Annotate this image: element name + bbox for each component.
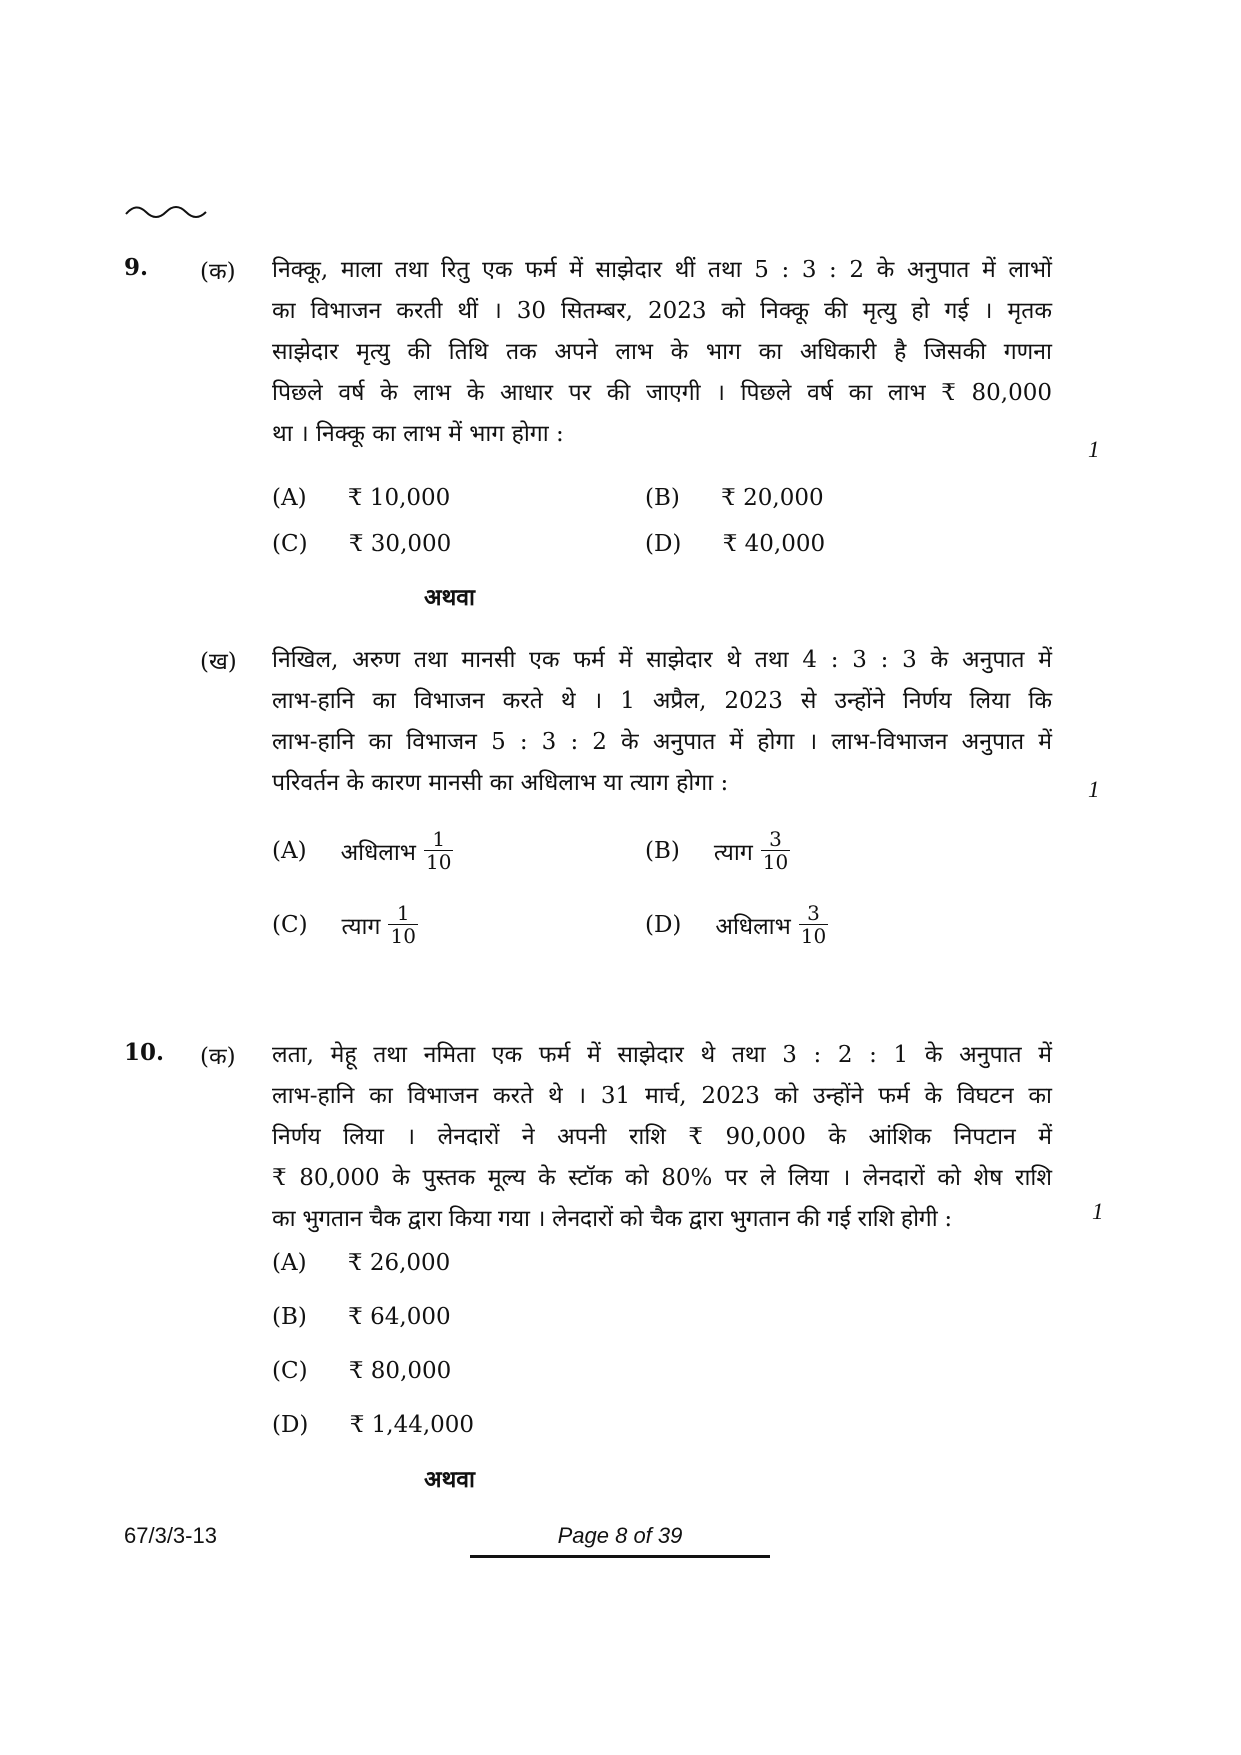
question-9-ka-label: (क) [200,259,236,285]
question-10-ka-text [272,1035,1052,1240]
text-line: निखिल, अरुण तथा मानसी एक फर्म में साझेदार थे तथा 4 : 3 : 3 के अनुपात में [272,647,1052,673]
text-line: परिवर्तन के कारण मानसी का अधिलाभ या त्याग होगा : [272,770,729,796]
option-label: (B) [645,837,680,864]
option-text: त्याग [713,839,753,866]
option-b[interactable] [645,485,824,511]
paper-code: 67/3/3-13 [124,1523,217,1548]
option-text: त्याग [341,913,381,940]
question-9-number: 9. [124,254,149,281]
option-text: ₹ 80,000 [348,1358,452,1384]
option-label: (C) [272,531,308,557]
option-a[interactable] [272,485,450,511]
option-label: (D) [645,531,682,557]
option-text: अधिलाभ [340,839,416,866]
text-line: निक्कू, माला तथा रितु एक फर्म में साझेदार थीं तथा 5 : 3 : 2 के अनुपात में लाभों [272,257,1052,283]
fraction [761,828,790,873]
footer-divider [470,1555,770,1558]
question-10-ka-marks: 1 [1092,1199,1104,1224]
page-number: Page 8 of 39 [557,1523,683,1548]
option-text: ₹ 26,000 [347,1250,451,1276]
fraction [424,828,453,873]
text-line: का भुगतान चैक द्वारा किया गया । लेनदारों को चैक द्वारा भुगतान की गई राशि होगी : [272,1206,952,1232]
option-d[interactable] [272,1412,474,1438]
text-line: था । निक्कू का लाभ में भाग होगा : [272,421,564,447]
text-line: का विभाजन करती थीं । 30 सितम्बर, 2023 को निक्कू की मृत्यु हो गई । मृतक [272,298,1052,324]
option-text: अधिलाभ [715,913,791,940]
option-text: ₹ 64,000 [348,1304,451,1330]
option-label: (C) [272,1358,308,1384]
fraction-numerator: 1 [396,901,410,925]
text-line: ₹ 80,000 के पुस्तक मूल्य के स्टॉक को 80% पर ले लिया । लेनदारों को शेष राशि [272,1165,1052,1191]
option-text: ₹ 1,44,000 [349,1412,475,1438]
fraction-denominator: 10 [800,924,827,948]
question-9-kha-text [272,640,1052,804]
option-d[interactable] [645,531,825,557]
text-line: लाभ-हानि का विभाजन करते थे । 31 मार्च, 2023 को उन्होंने फर्म के विघटन का [272,1083,1052,1109]
option-text: ₹ 40,000 [722,531,826,557]
question-9-ka-marks: 1 [1088,437,1100,462]
option-label: (A) [272,1250,307,1276]
fraction-denominator: 10 [762,850,789,874]
question-9-kha-label: (ख) [200,649,237,675]
option-text: ₹ 20,000 [721,485,824,511]
question-9-ka-text [272,250,1052,455]
option-b[interactable] [645,828,790,873]
option-c[interactable] [272,902,418,947]
fraction-denominator: 10 [390,924,416,948]
option-text: ₹ 30,000 [348,531,452,557]
wave-mark-icon [124,200,214,222]
or-separator: अथवा [424,1466,476,1493]
option-label: (C) [272,911,308,938]
option-label: (A) [272,485,307,511]
text-line: लता, मेहू तथा नमिता एक फर्म में साझेदार थे तथा 3 : 2 : 1 के अनुपात में [272,1042,1052,1068]
option-a[interactable] [272,828,453,873]
fraction [799,902,828,947]
option-a[interactable] [272,1250,450,1276]
text-line: पिछले वर्ष के लाभ के आधार पर की जाएगी । पिछले वर्ष का लाभ ₹ 80,000 [272,380,1052,406]
text-line: लाभ-हानि का विभाजन करते थे । 1 अप्रैल, 2023 से उन्होंने निर्णय लिया कि [272,688,1052,714]
fraction-denominator: 10 [425,850,452,874]
question-9-kha-marks: 1 [1088,777,1100,802]
text-line: निर्णय लिया । लेनदारों ने अपनी राशि ₹ 90,000 के आंशिक निपटान में [272,1124,1052,1150]
fraction-numerator: 3 [769,827,782,851]
option-label: (A) [272,837,307,864]
or-separator: अथवा [424,584,476,611]
option-c[interactable] [272,531,451,557]
option-label: (D) [272,1412,309,1438]
option-b[interactable] [272,1304,451,1330]
question-10-ka-label: (क) [200,1044,236,1070]
option-label: (B) [645,485,680,511]
question-10-number: 10. [124,1039,165,1066]
option-d[interactable] [645,902,828,947]
option-text: ₹ 10,000 [347,485,451,511]
text-line: लाभ-हानि का विभाजन 5 : 3 : 2 के अनुपात में होगा । लाभ-विभाजन अनुपात में [272,729,1052,755]
fraction-numerator: 3 [807,901,820,925]
option-label: (B) [272,1304,307,1330]
option-label: (D) [645,911,682,938]
fraction [388,902,417,947]
option-c[interactable] [272,1358,451,1384]
fraction-numerator: 1 [432,827,446,851]
text-line: साझेदार मृत्यु की तिथि तक अपने लाभ के भाग का अधिकारी है जिसकी गणना [272,339,1052,365]
